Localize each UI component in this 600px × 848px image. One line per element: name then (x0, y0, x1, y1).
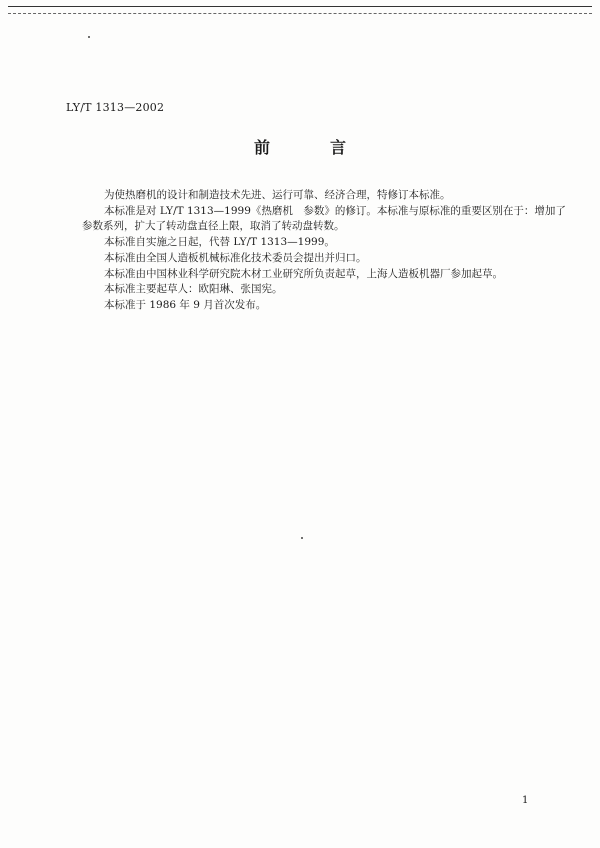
paragraph-purpose: 为使热磨机的设计和制造技术先进、运行可靠、经济合理，特修订本标准。 (104, 189, 451, 201)
scan-speck (88, 36, 90, 38)
top-border-line (8, 6, 592, 7)
paragraph-revision-continued: 参数系列，扩大了转动盘直径上限，取消了转动盘转数。 (82, 220, 345, 233)
standard-code: LY/T 1313—2002 (66, 101, 165, 114)
paragraph-proposer: 本标准由全国人造板机械标准化技术委员会提出并归口。 (104, 251, 367, 264)
foreword-body (82, 188, 566, 314)
page-title: 前 言 (253, 138, 368, 157)
paragraph-drafters: 本标准主要起草人：欧阳琳、张国宪。 (104, 283, 283, 296)
scan-speck (301, 537, 303, 539)
page-number: 1 (522, 795, 529, 806)
paragraph-revision: 本标准是对 LY/T 1313—1999《热磨机 参数》的修订。本标准与原标准的重要区别在于：增加了 (104, 204, 566, 217)
paragraph-first-release: 本标准于 1986 年 9 月首次发布。 (104, 298, 267, 311)
top-border-dashed-line (8, 13, 592, 14)
paragraph-drafting-org: 本标准由中国林业科学研究院木材工业研究所负责起草，上海人造板机器厂参加起草。 (104, 267, 503, 280)
paragraph-replacement: 本标准自实施之日起，代替 LY/T 1313—1999。 (104, 236, 335, 249)
